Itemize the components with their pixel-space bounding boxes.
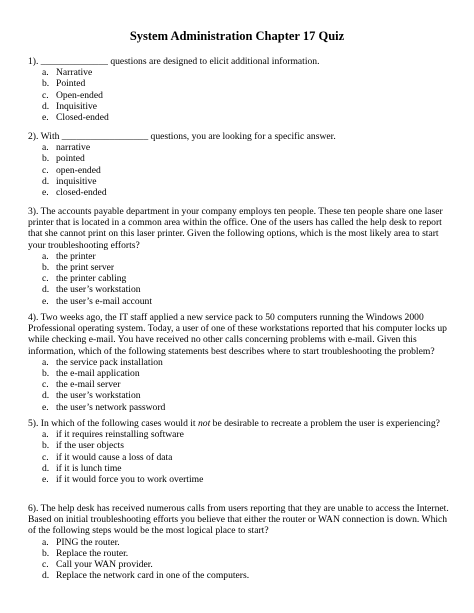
question-1-option-e [28, 112, 452, 123]
option-text: if it is lunch time [56, 462, 122, 474]
question-5-option-b [28, 440, 452, 451]
question-1-option-d [28, 101, 452, 112]
option-letter: a. [42, 536, 49, 548]
question-6-option-c [28, 559, 452, 570]
option-text: if it requires reinstalling software [56, 429, 184, 441]
option-text: closed-ended [56, 187, 107, 199]
option-letter: d. [42, 284, 50, 296]
question-4-option-b [28, 368, 452, 379]
option-text: narrative [56, 142, 91, 154]
question-4-stem: 4). Two weeks ago, the IT staff applied a new service pack to 50 computers running the Windows 2000 Professional operating system. Today, a user of one of these workstations reported that his computer locks up while checking e-mail. You have received no other calls concerning problems with e-mail. Given this information, which of the following statements best describes where to start troubleshooting the problem? [28, 312, 447, 357]
question-6-option-a [28, 537, 452, 548]
question-2-option-e [28, 187, 452, 198]
question-4-option-d [28, 390, 452, 401]
question-3 [28, 206, 452, 307]
question-2 [28, 131, 452, 198]
question-6-option-d [28, 570, 452, 581]
option-text: if the user objects [56, 440, 124, 452]
question-3-option-c [28, 273, 452, 284]
question-5-option-e [28, 474, 452, 485]
option-letter: c. [42, 379, 49, 391]
question-4-options [28, 357, 452, 413]
question-5-option-c [28, 452, 452, 463]
option-letter: a. [42, 142, 49, 154]
question-6-options [28, 537, 452, 582]
option-letter: e. [42, 474, 49, 486]
option-letter: a. [42, 356, 49, 368]
question-4-option-a [28, 357, 452, 368]
question-2-option-a [28, 142, 452, 153]
question-3-option-b [28, 262, 452, 273]
option-letter: b. [42, 368, 50, 380]
option-letter: d. [42, 175, 50, 187]
option-letter: d. [42, 100, 50, 112]
question-3-option-e [28, 296, 452, 307]
option-letter: a. [42, 429, 49, 441]
question-5-option-d [28, 463, 452, 474]
question-3-option-a [28, 251, 452, 262]
option-text: the printer [56, 250, 96, 262]
question-4-option-c [28, 379, 452, 390]
option-letter: b. [42, 547, 50, 559]
option-letter: c. [42, 451, 49, 463]
option-letter: b. [42, 153, 50, 165]
question-1-options [28, 67, 452, 123]
option-text: if it would cause a loss of data [56, 451, 173, 463]
question-5-option-a [28, 429, 452, 440]
option-letter: a. [42, 250, 49, 262]
option-letter: a. [42, 67, 49, 79]
option-text: if it would force you to work overtime [56, 474, 204, 486]
option-text: Replace the network card in one of the computers. [56, 570, 250, 582]
option-letter: d. [42, 390, 50, 402]
option-text: the printer cabling [56, 273, 127, 285]
option-text: the e-mail application [56, 368, 140, 380]
question-2-option-b [28, 153, 452, 164]
question-2-option-c [28, 165, 452, 176]
option-text: Open-ended [56, 89, 103, 101]
question-5-stem-start: 5). In which of the following cases would it [28, 418, 198, 429]
option-text: open-ended [56, 164, 101, 176]
option-text: Pointed [56, 78, 86, 90]
page-title: System Administration Chapter 17 Quiz [129, 29, 345, 43]
option-text: the service pack installation [56, 356, 163, 368]
option-letter: c. [42, 559, 49, 571]
option-text: Replace the router. [56, 547, 129, 559]
option-text: Call your WAN provider. [56, 559, 153, 571]
option-letter: d. [42, 570, 50, 582]
question-4 [28, 312, 452, 413]
option-letter: b. [42, 78, 50, 90]
question-6-option-b [28, 548, 452, 559]
option-letter: e. [42, 112, 49, 124]
question-1-option-c [28, 90, 452, 101]
option-letter: e. [42, 401, 49, 413]
option-letter: e. [42, 187, 49, 199]
option-letter: c. [42, 164, 49, 176]
option-text: the user’s workstation [56, 284, 141, 296]
question-5-options [28, 429, 452, 485]
option-letter: b. [42, 440, 50, 452]
question-2-options [28, 142, 452, 198]
option-text: Closed-ended [56, 112, 109, 124]
question-1 [28, 56, 452, 123]
option-text: the print server [56, 262, 115, 274]
option-text: Inquisitive [56, 100, 98, 112]
option-letter: c. [42, 273, 49, 285]
question-3-options [28, 251, 452, 307]
question-6 [28, 503, 452, 581]
question-5 [28, 418, 452, 485]
question-3-option-d [28, 284, 452, 295]
question-6-stem: 6). The help desk has received numerous calls from users reporting that they are unable to access the Internet. Based on initial troubleshooting efforts you believe that either the router or WAN connection is down. Which of the following steps would be the most logical place to start? [28, 503, 449, 537]
question-5-stem-emphasis: not [198, 418, 211, 429]
option-letter: b. [42, 262, 50, 274]
question-2-stem: 2). With __________________ questions, you are looking for a specific answer. [28, 131, 336, 142]
option-text: Narrative [56, 67, 93, 79]
option-text: inquisitive [56, 175, 97, 187]
option-text: the user’s workstation [56, 390, 141, 402]
question-3-stem: 3). The accounts payable department in your company employs ten people. These ten people share one laser printer that is located in a common area within the office. One of the users has called the help desk to report that she cannot print on this laser printer. Given the following options, which is the most likely area to start your troubleshooting efforts? [28, 206, 443, 251]
option-text: the e-mail server [56, 379, 121, 391]
question-1-option-b [28, 78, 452, 89]
option-text: the user’s network password [56, 401, 166, 413]
question-1-option-a [28, 67, 452, 78]
option-text: the user’s e-mail account [56, 295, 152, 307]
question-5-stem [28, 418, 452, 429]
question-2-option-d [28, 176, 452, 187]
question-5-stem-end: be desirable to recreate a problem the user is experiencing? [210, 418, 440, 429]
option-letter: e. [42, 295, 49, 307]
option-letter: c. [42, 89, 49, 101]
option-letter: d. [42, 462, 50, 474]
option-text: pointed [56, 153, 85, 165]
question-4-option-e [28, 402, 452, 413]
option-text: PING the router. [56, 536, 120, 548]
question-1-stem: 1). ______________ questions are designed to elicit additional information. [28, 56, 320, 67]
